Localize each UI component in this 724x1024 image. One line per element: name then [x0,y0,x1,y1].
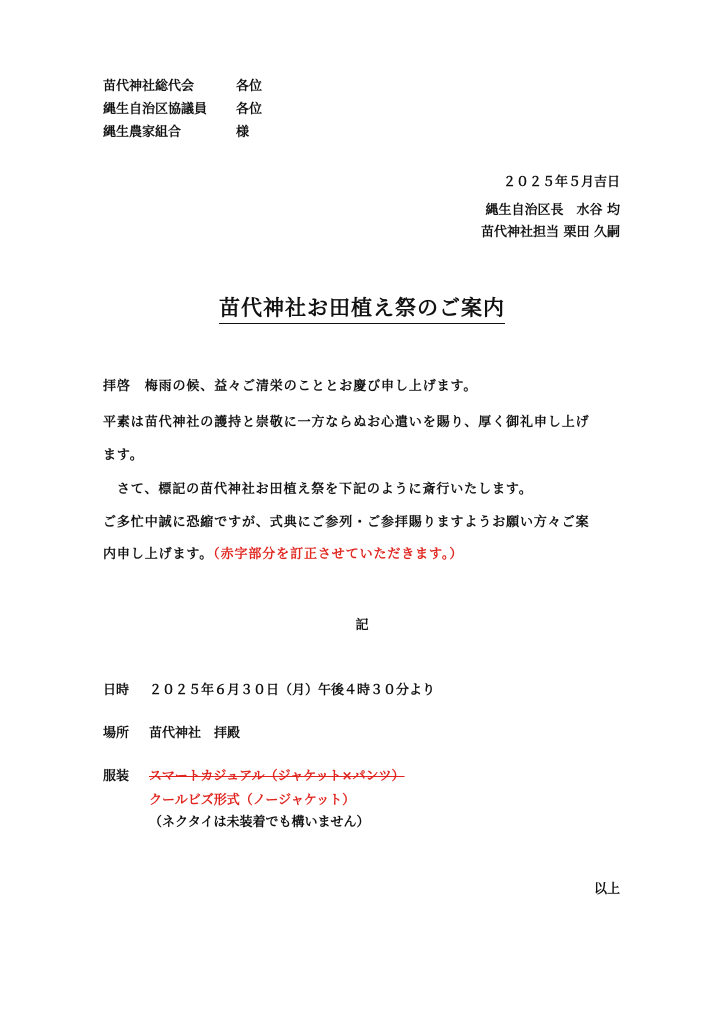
detail-label: 場所 [103,726,130,741]
recipient-line [103,122,249,144]
body-text: 内申し上げます。 [103,547,214,562]
recipient-org: 縄生農家組合 [103,125,182,140]
recipient-org: 苗代神社総代会 [103,79,195,94]
dress-new: クールビズ形式（ノージャケット） [149,793,356,808]
detail-value: ２０２５年６月３０日（月）午後４時３０分より [149,683,436,698]
detail-place [103,724,240,744]
body-line: ます。 [103,448,144,463]
recipient-honorific: 各位 [236,79,263,94]
document-title [0,292,724,322]
sender-chief: 縄生自治区長 水谷 均 [485,203,620,218]
detail-label: 日時 [103,683,130,698]
detail-value: 苗代神社 拝殿 [149,726,241,741]
body-line: さて、標記の苗代神社お田植え祭を下記のように斎行いたします。 [103,482,533,497]
dress-note: （ネクタイは未装着でも構いません） [149,815,370,830]
document-title-text: 苗代神社お田植え祭のご案内 [219,296,505,324]
closing-word: 以上 [593,882,620,897]
body-line: ご多忙中誠に恐縮ですが、式典にご参列・ご参拝賜りますようお願い方々ご案 [103,515,590,530]
detail-dress [103,767,405,787]
recipient-line [103,99,262,121]
correction-notice: （赤字部分を訂正させていただきます。） [213,547,464,562]
issue-date: ２０２５年５月吉日 [502,175,620,190]
recipient-line [103,76,262,98]
body-line: 拝啓 梅雨の候、益々ご清栄のこととお慶び申し上げます。 [103,379,478,394]
recipient-honorific: 様 [236,125,250,140]
dress-old-struck: スマートカジュアル（ジャケット×パンツ） [149,769,405,784]
body-line: 平素は苗代神社の護持と崇敬に一方ならぬお心遣いを賜り、厚く御礼申し上げ [103,415,590,430]
ki-heading: 記 [355,618,369,633]
detail-datetime [103,681,435,701]
detail-label: 服装 [103,769,130,784]
recipient-honorific: 各位 [236,102,263,117]
body-line [103,545,463,565]
sender-shrine: 苗代神社担当 栗田 久嗣 [480,225,620,240]
recipient-org: 縄生自治区協議員 [103,102,208,117]
